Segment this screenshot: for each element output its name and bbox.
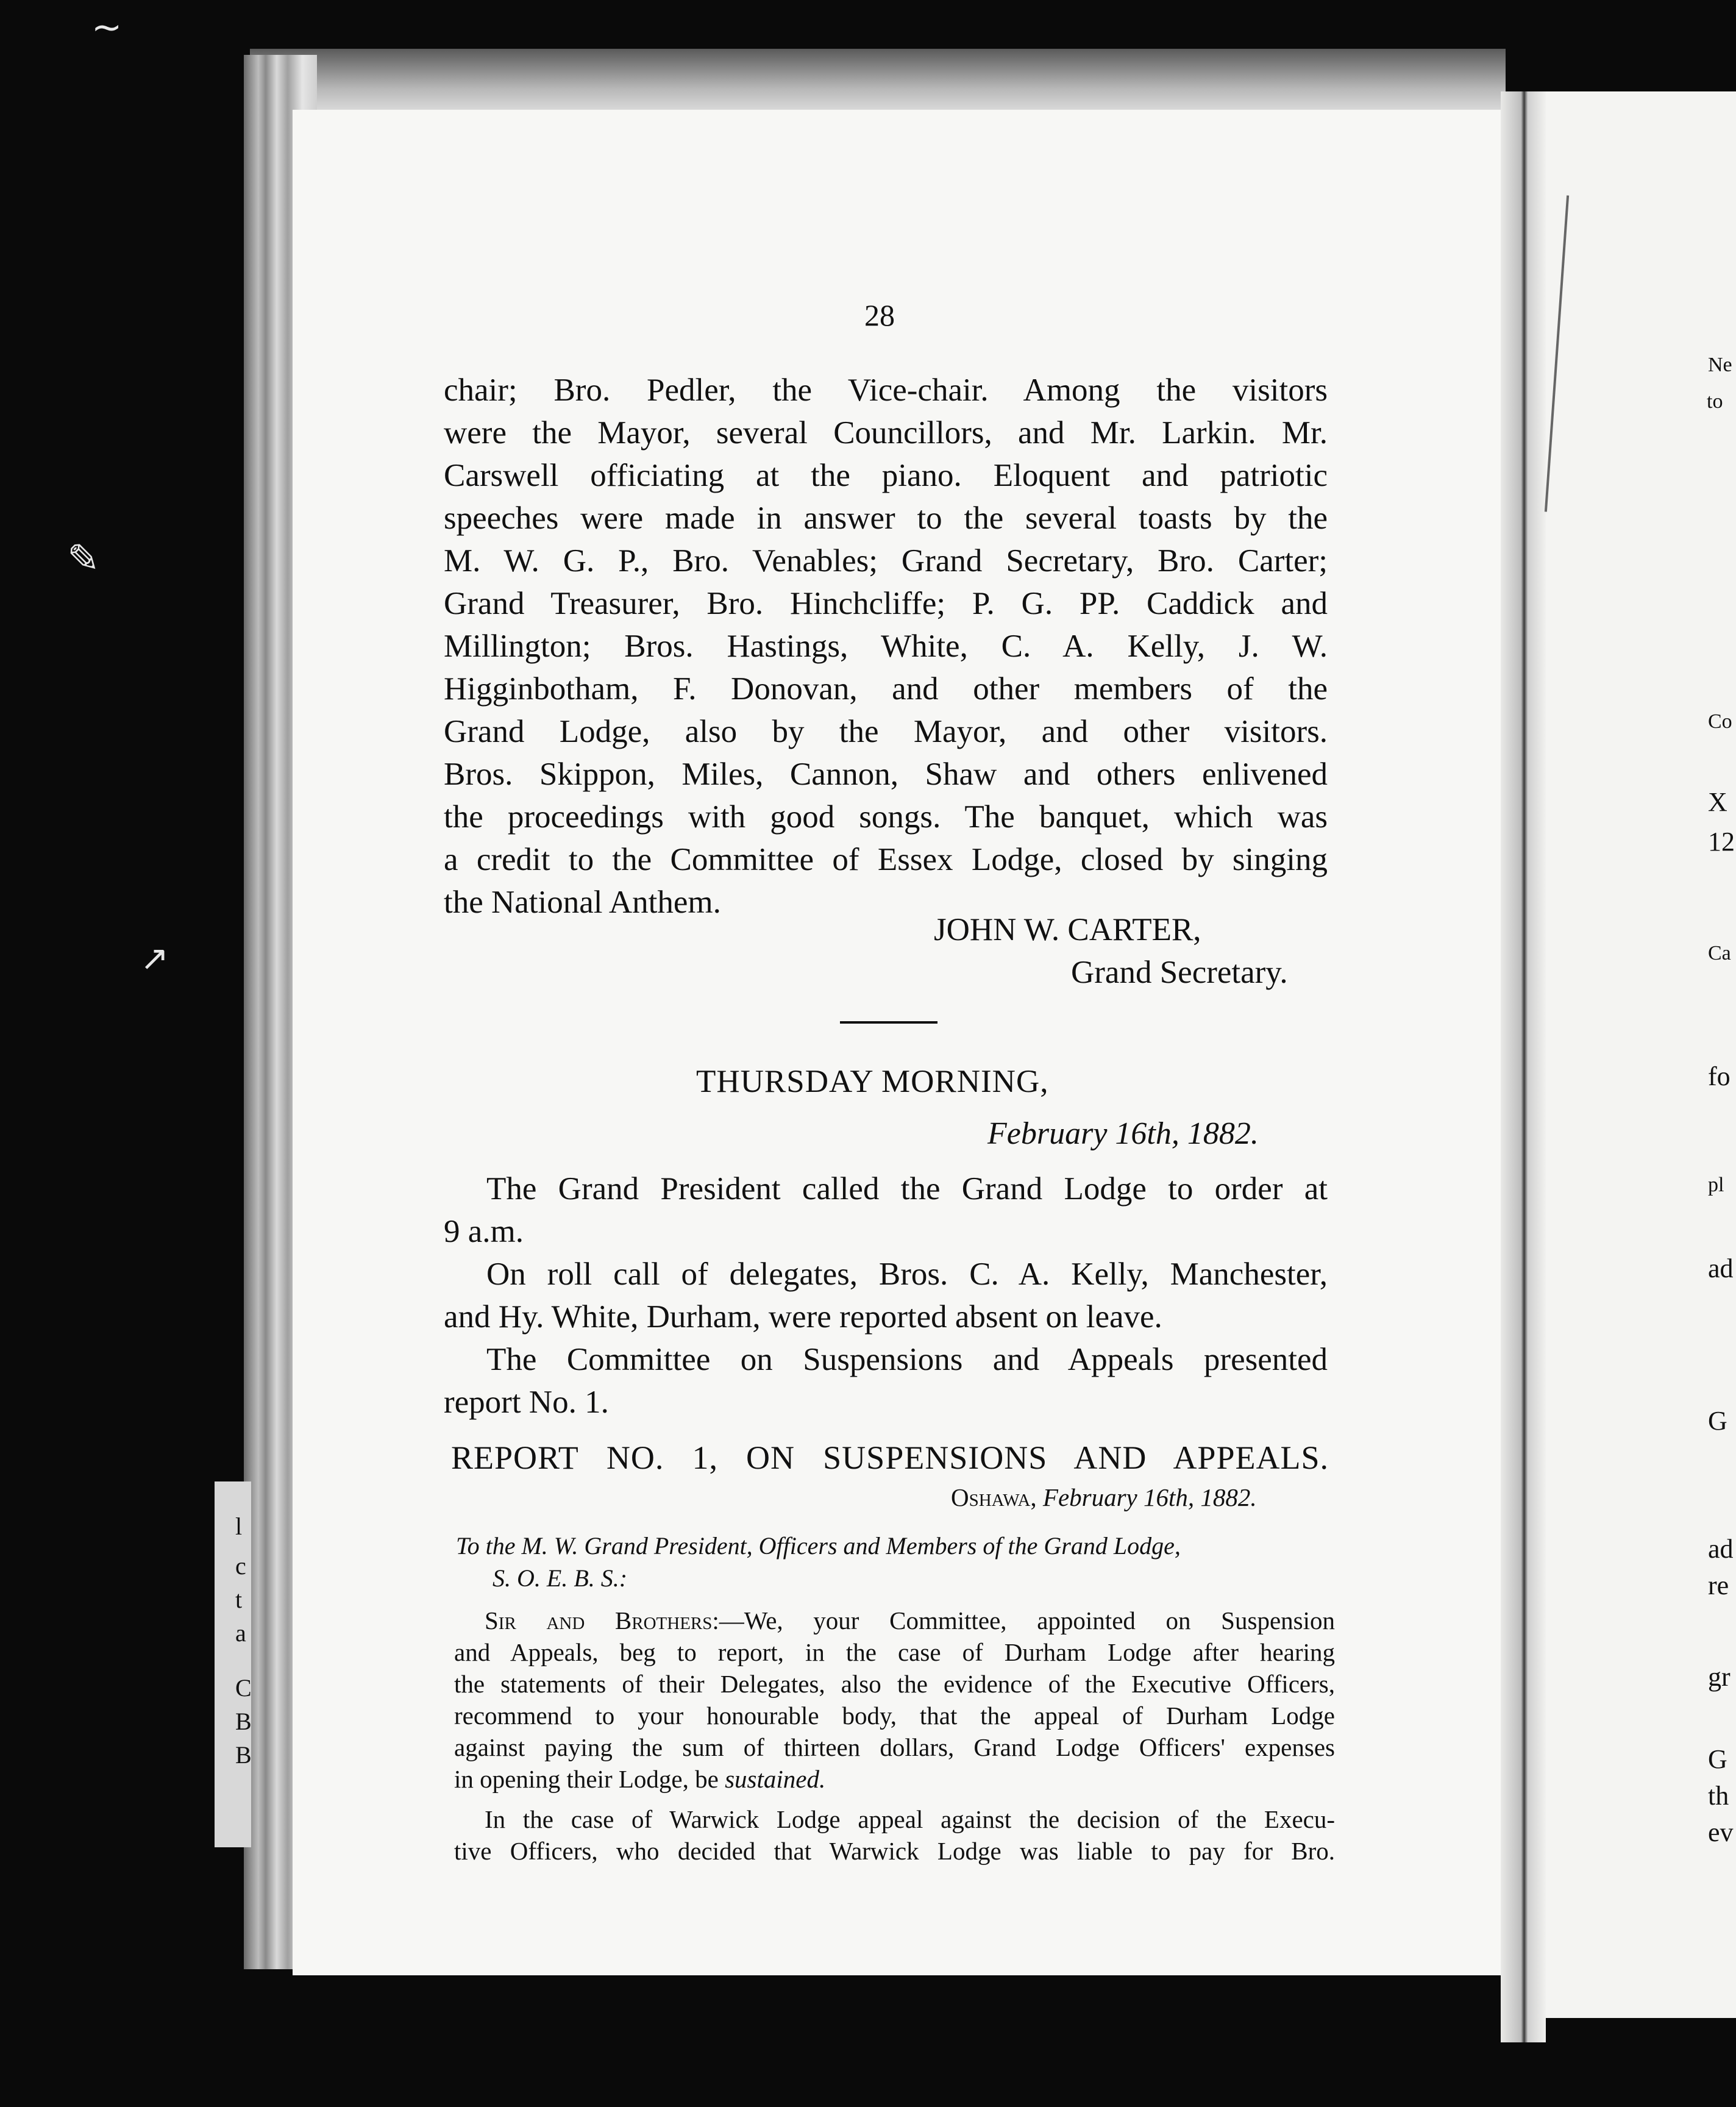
facing-page-fragment: fo [1708,1061,1731,1091]
facing-page-fragment: 12 [1708,827,1735,857]
report-place: Oshawa, [951,1483,1037,1511]
facing-page-fragment: gr [1708,1662,1731,1692]
article-line: Grand Lodge, also by the Mayor, and other visitors. [444,714,1328,749]
report-line-text: :—We, your Committee, appointed on Suspension [712,1606,1335,1635]
report-emphasis: sustained. [725,1765,826,1793]
left-page-fragment: a [235,1619,246,1647]
session-line: and Hy. White, Durham, were reported absent on leave. [444,1299,1162,1335]
background-speck: ↗ [140,939,169,979]
facing-page-fragment: Ne [1708,354,1732,376]
facing-page-fragment: Co [1708,710,1732,733]
article-line: Higginbotham, F. Donovan, and other members of the [444,671,1328,707]
left-page-fragment: B [235,1708,252,1735]
report-salutation: Sir and Brothers [485,1606,713,1635]
page-number: 28 [864,298,895,332]
report-line [454,1700,1335,1731]
facing-page-fragment: ad [1708,1253,1734,1283]
report-dateline [951,1483,1257,1512]
report-line: tive Officers, who decided that Warwick Lodge was liable to pay for Bro. [454,1837,1335,1865]
left-page-fragment: t [235,1586,243,1613]
report-line-text: in opening their Lodge, be [454,1765,725,1793]
article-line: Millington; Bros. Hastings, White, C. A. Kelly, J. W. [444,629,1328,664]
session-line: On roll call of delegates, Bros. C. A. Kelly, Manchester, [486,1257,1328,1292]
session-date: February 16th, 1882. [987,1116,1259,1151]
session-heading: THURSDAY MORNING, [696,1064,1049,1099]
signature-name: JOHN W. CARTER, [934,912,1201,947]
article-line: Bros. Skippon, Miles, Cannon, Shaw and others enlivened [444,757,1328,792]
facing-page-fragment: pl [1708,1174,1724,1196]
article-line: Carswell officiating at the piano. Eloquent and patriotic [444,458,1328,493]
report-address-line: To the M. W. Grand President, Officers and Members of the Grand Lodge, [456,1532,1181,1560]
article-line: speeches were made in answer to the several toasts by the [444,501,1328,536]
facing-page-fragment: ad [1708,1534,1734,1564]
session-line: report No. 1. [444,1385,609,1420]
facing-page-fragment: re [1708,1570,1729,1600]
report-line [454,1763,1335,1795]
left-page-fragment: B [235,1741,252,1769]
report-date: February 16th, 1882. [1042,1483,1257,1511]
facing-page-fragment: X [1708,787,1727,817]
book-gutter [1501,91,1546,2042]
report-line-text: the statements of their Delegates, also the evidence of the Executive Officers, [454,1670,1335,1698]
report-line [454,1731,1335,1763]
left-page-strip [215,1481,251,1847]
book-top-edge [250,49,1506,116]
facing-page-fragment: G [1708,1406,1727,1436]
report-address-line: S. O. E. B. S.: [493,1564,628,1592]
report-heading: REPORT NO. 1, ON SUSPENSIONS AND APPEALS. [451,1439,1329,1476]
report-line: In the case of Warwick Lodge appeal against the decision of the Execu- [485,1805,1335,1833]
article-line: the proceedings with good songs. The banquet, which was [444,799,1328,835]
article-line: M. W. G. P., Bro. Venables; Grand Secretary, Bro. Carter; [444,543,1328,579]
article-line: the National Anthem. [444,885,721,920]
facing-page-fragment: to [1707,390,1723,413]
report-line [454,1636,1335,1668]
facing-page-fragment: th [1708,1781,1729,1811]
session-line: 9 a.m. [444,1214,524,1249]
article-line: chair; Bro. Pedler, the Vice-chair. Among the visitors [444,373,1328,408]
facing-page [1536,91,1736,2018]
article-line: a credit to the Committee of Essex Lodge, closed by singing [444,842,1328,877]
session-line: The Committee on Suspensions and Appeals presented [486,1342,1328,1377]
facing-page-fragment: G [1708,1744,1727,1774]
left-page-fragment: C [235,1674,252,1702]
report-line-text: and Appeals, beg to report, in the case of Durham Lodge after hearing [454,1638,1335,1666]
signature-title: Grand Secretary. [1071,955,1288,990]
report-line [454,1668,1335,1700]
report-line-text: recommend to your honourable body, that the appeal of Durham Lodge [454,1702,1335,1730]
left-page-fragment: c [235,1552,246,1580]
background-speck: ✎ [67,537,100,582]
report-line-text: against paying the sum of thirteen dollars, Grand Lodge Officers' expenses [454,1733,1335,1761]
report-line [485,1605,1335,1636]
session-line: The Grand President called the Grand Lodge to order at [486,1171,1328,1207]
background-speck: ~ [91,6,123,49]
left-page-fragment: l [235,1513,243,1540]
article-line: Grand Treasurer, Bro. Hinchcliffe; P. G. PP. Caddick and [444,586,1328,621]
section-divider [840,1021,937,1024]
facing-page-fragment: Ca [1708,942,1731,964]
facing-page-fragment: ev [1708,1817,1734,1847]
article-line: were the Mayor, several Councillors, and Mr. Larkin. Mr. [444,415,1328,451]
